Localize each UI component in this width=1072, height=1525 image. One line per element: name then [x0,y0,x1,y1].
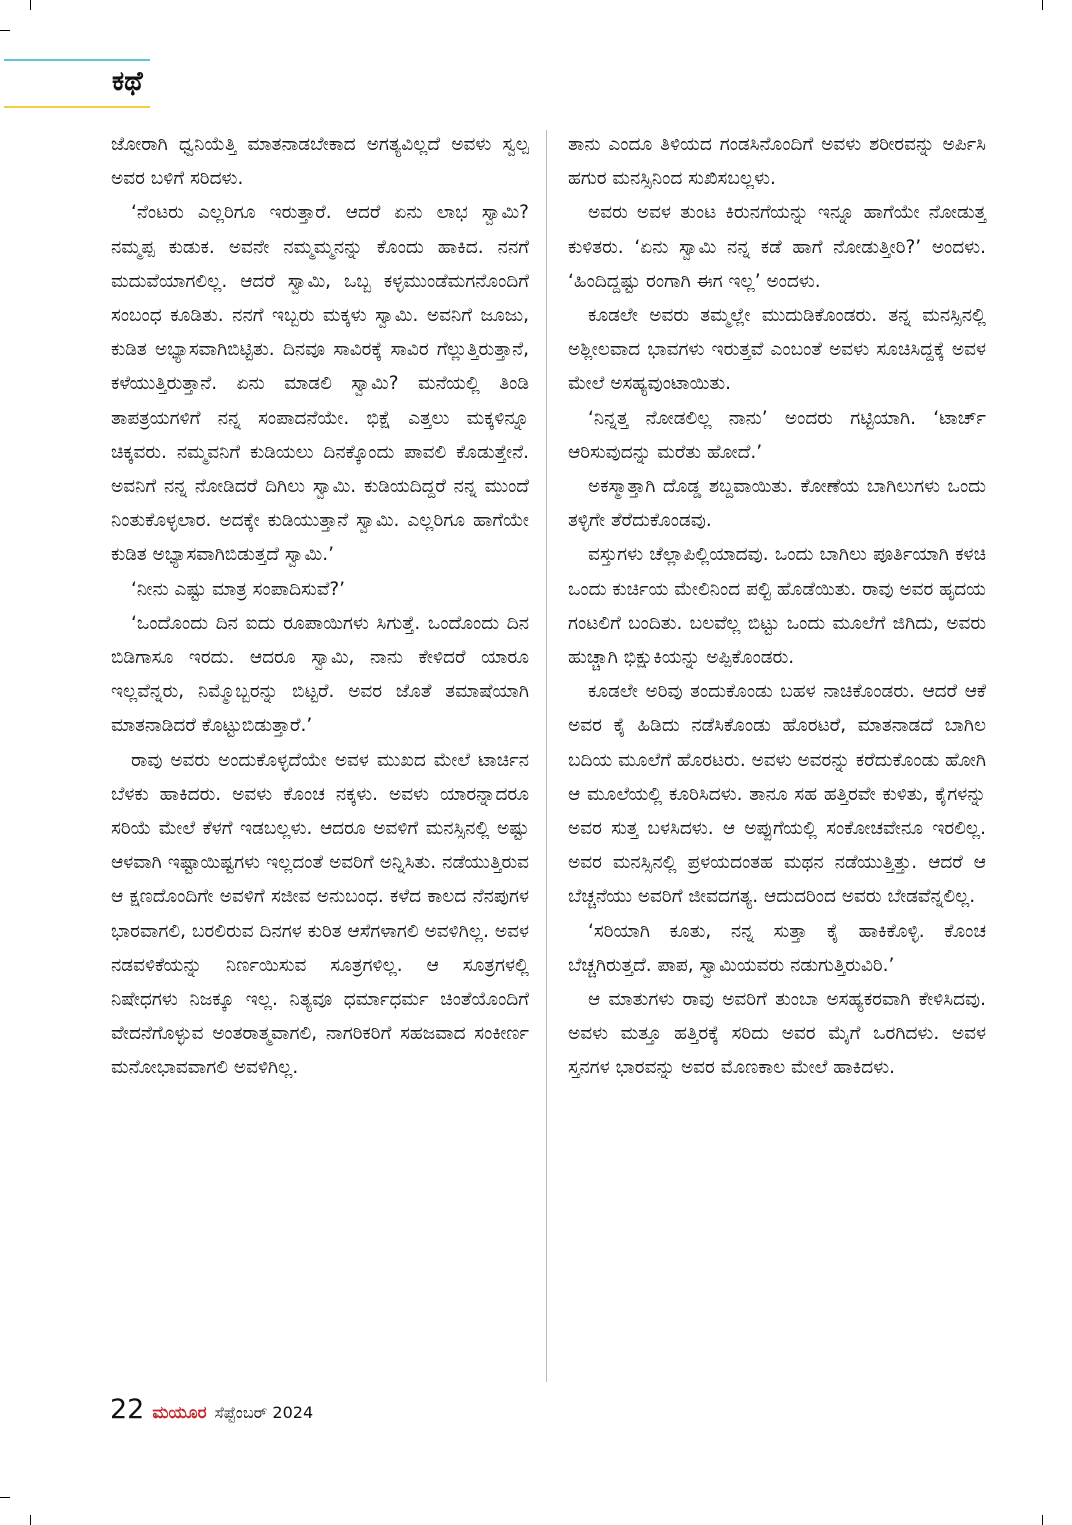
article-column-right [568,128,986,1086]
section-label: ಕಥೆ [112,66,143,97]
page-number: 22 [110,1394,145,1425]
paragraph: ‘ನಿನ್ನತ್ತ ನೋಡಲಿಲ್ಲ ನಾನು’ ಅಂದರು ಗಟ್ಟಿಯಾಗಿ. ‘ಟಾರ್ಚ್ ಆರಿಸುವುದನ್ನು ಮರೆತು ಹೋದೆ.’ [568,407,986,463]
paragraph: ಅವರು ಅವಳ ತುಂಟ ಕಿರುನಗೆಯನ್ನು ಇನ್ನೂ ಹಾಗೆಯೇ ನೋಡುತ್ತ ಕುಳಿತರು. ‘ಏನು ಸ್ವಾಮಿ ನನ್ನ ಕಡೆ ಹಾಗೆ ನೋಡುತ್ತೀರಿ?’ ಅಂದಳು. ‘ಹಿಂದಿದ್ದಷ್ಟು ರಂಗಾಗಿ ಈಗ ಇಲ್ಲ’ ಅಂದಳು. [568,202,986,292]
paragraph: ಆ ಮಾತುಗಳು ರಾವು ಅವರಿಗೆ ತುಂಬಾ ಅಸಹ್ಯಕರವಾಗಿ ಕೇಳಿಸಿದವು. ಅವಳು ಮತ್ತೂ ಹತ್ತಿರಕ್ಕೆ ಸರಿದು ಅವರ ಮೈಗೆ ಒರಗಿದಳು. ಅವಳ ಸ್ತನಗಳ ಭಾರವನ್ನು ಅವರ ಮೊಣಕಾಲ ಮೇಲೆ ಹಾಕಿದಳು. [568,989,986,1079]
paragraph: ಅಕಸ್ಮಾತ್ತಾಗಿ ದೊಡ್ಡ ಶಬ್ದವಾಯಿತು. ಕೋಣೆಯ ಬಾಗಿಲುಗಳು ಒಂದು ತಳ್ಳಿಗೇ ತೆರೆದುಕೊಂಡವು. [568,476,986,532]
column-divider [546,130,547,1382]
page-footer [110,1394,313,1428]
paragraph: ತಾನು ಎಂದೂ ತಿಳಿಯದ ಗಂಡಸಿನೊಂದಿಗೆ ಅವಳು ಶರೀರವನ್ನು ಅರ್ಪಿಸಿ ಹಗುರ ಮನಸ್ಸಿನಿಂದ ಸುಖಿಸಬಲ್ಲಳು. [568,134,986,190]
crop-mark [0,30,10,31]
issue-date: ಸೆಪ್ಟೆಂಬರ್ 2024 [214,1403,314,1422]
paragraph: ಕೂಡಲೇ ಅರಿವು ತಂದುಕೊಂಡು ಬಹಳ ನಾಚಿಕೊಂಡರು. ಆದರೆ ಆಕೆ ಅವರ ಕೈ ಹಿಡಿದು ನಡೆಸಿಕೊಂಡು ಹೊರಟರೆ, ಮಾತನಾಡದೆ ಬಾಗಿಲ ಬದಿಯ ಮೂಲೆಗೆ ಹೊರಟರು. ಅವಳು ಅವರನ್ನು ಕರೆದುಕೊಂಡು ಹೋಗಿ ಆ ಮೂಲೆಯಲ್ಲಿ ಕೂರಿಸಿದಳು. ತಾನೂ ಸಹ ಹತ್ತಿರವೇ ಕುಳಿತು, ಕೈಗಳನ್ನು ಅವರ ಸುತ್ತ ಬಳಸಿದಳು. ಆ ಅಪ್ಪುಗೆಯಲ್ಲಿ ಸಂಕೋಚವೇನೂ ಇರಲಿಲ್ಲ. ಅವರ ಮನಸ್ಸಿನಲ್ಲಿ ಪ್ರಳಯದಂತಹ ಮಥನ ನಡೆಯುತ್ತಿತ್ತು. ಆದರೆ ಆ ಬೆಚ್ಚನೆಯು ಅವರಿಗೆ ಜೀವದಗತ್ಯ. ಆದುದರಿಂದ ಅವರು ಬೇಡವೆನ್ನಲಿಲ್ಲ. [568,681,986,908]
paragraph: ರಾವು ಅವರು ಅಂದುಕೊಳ್ಳದೆಯೇ ಅವಳ ಮುಖದ ಮೇಲೆ ಟಾರ್ಚಿನ ಬೆಳಕು ಹಾಕಿದರು. ಅವಳು ಕೊಂಚ ನಕ್ಕಳು. ಅವಳು ಯಾರನ್ನಾದರೂ ಸರಿಯೆ ಮೇಲೆ ಕೆಳಗೆ ಇಡಬಲ್ಲಳು. ಆದರೂ ಅವಳಿಗೆ ಮನಸ್ಸಿನಲ್ಲಿ ಅಷ್ಟು ಆಳವಾಗಿ ಇಷ್ಟಾಯಿಷ್ಟಗಳು ಇಲ್ಲದಂತೆ ಅವರಿಗೆ ಅನ್ನಿಸಿತು. ನಡೆಯುತ್ತಿರುವ ಆ ಕ್ಷಣದೊಂದಿಗೇ ಅವಳಿಗೆ ಸಜೀವ ಅನುಬಂಧ. ಕಳೆದ ಕಾಲದ ನೆನಪುಗಳ ಭಾರವಾಗಲಿ, ಬರಲಿರುವ ದಿನಗಳ ಕುರಿತ ಆಸೆಗಳಾಗಲಿ ಅವಳಿಗಿಲ್ಲ. ಅವಳ ನಡವಳಿಕೆಯನ್ನು ನಿರ್ಣಯಿಸುವ ಸೂತ್ರಗಳಿಲ್ಲ. ಆ ಸೂತ್ರಗಳಲ್ಲಿ ನಿಷೇಧಗಳು ನಿಜಕ್ಕೂ ಇಲ್ಲ. ನಿತ್ಯವೂ ಧರ್ಮಾಧರ್ಮ ಚಿಂತೆಯೊಂದಿಗೆ ವೇದನೆಗೊಳ್ಳುವ ಅಂತರಾತ್ಮವಾಗಲಿ, ನಾಗರಿಕರಿಗೆ ಸಹಜವಾದ ಸಂಕೀರ್ಣ ಮನೋಭಾವವಾಗಲಿ ಅವಳಿಗಿಲ್ಲ. [111,749,529,1079]
article-column-left [111,128,529,1086]
paragraph: ‘ಒಂದೊಂದು ದಿನ ಐದು ರೂಪಾಯಿಗಳು ಸಿಗುತ್ತೆ. ಒಂದೊಂದು ದಿನ ಬಿಡಿಗಾಸೂ ಇರದು. ಆದರೂ ಸ್ವಾಮಿ, ನಾನು ಕೇಳಿದರೆ ಯಾರೂ ಇಲ್ಲವೆನ್ನರು, ನಿಮ್ಮೊಬ್ಬರನ್ನು ಬಿಟ್ಟರೆ. ಅವರ ಜೊತೆ ತಮಾಷೆಯಾಗಿ ಮಾತನಾಡಿದರೆ ಕೊಟ್ಟುಬಿಡುತ್ತಾರೆ.’ [111,612,529,737]
crop-mark [1042,1515,1043,1525]
paragraph: ಜೋರಾಗಿ ಧ್ವನಿಯೆತ್ತಿ ಮಾತನಾಡಬೇಕಾದ ಅಗತ್ಯವಿಲ್ಲದೆ ಅವಳು ಸ್ವಲ್ಪ ಅವರ ಬಳಿಗೆ ಸರಿದಳು. [111,134,529,190]
paragraph: ‘ನೀನು ಎಷ್ಟು ಮಾತ್ರ ಸಂಪಾದಿಸುವೆ?’ [131,578,346,600]
magazine-logo: ಮಯೂರ [152,1403,207,1423]
paragraph: ‘ಸರಿಯಾಗಿ ಕೂತು, ನನ್ನ ಸುತ್ತಾ ಕೈ ಹಾಕಿಕೊಳ್ಳಿ. ಕೊಂಚ ಬೆಚ್ಚಗಿರುತ್ತದೆ. ಪಾಪ, ಸ್ವಾಮಿಯವರು ನಡುಗುತ್ತಿರುವಿರಿ.’ [568,920,986,976]
section-rule-bottom [4,106,150,108]
paragraph: ಕೂಡಲೇ ಅವರು ತಮ್ಮಲ್ಲೇ ಮುದುಡಿಕೊಂಡರು. ತನ್ನ ಮನಸ್ಸಿನಲ್ಲಿ ಅಶ್ಲೀಲವಾದ ಭಾವಗಳು ಇರುತ್ತವೆ ಎಂಬಂತೆ ಅವಳು ಸೂಚಿಸಿದ್ದಕ್ಕೆ ಅವಳ ಮೇಲೆ ಅಸಹ್ಯವುಂಟಾಯಿತು. [568,305,986,395]
crop-mark [30,0,31,10]
section-rule-top [4,59,150,61]
paragraph: ‘ನೆಂಟರು ಎಲ್ಲರಿಗೂ ಇರುತ್ತಾರೆ. ಆದರೆ ಏನು ಲಾಭ ಸ್ವಾಮಿ? ನಮ್ಮಪ್ಪ ಕುಡುಕ. ಅವನೇ ನಮ್ಮಮ್ಮನನ್ನು ಕೊಂದು ಹಾಕಿದ. ನನಗೆ ಮದುವೆಯಾಗಲಿಲ್ಲ. ಆದರೆ ಸ್ವಾಮಿ, ಒಬ್ಬ ಕಳ್ಳಮುಂಡೆಮಗನೊಂದಿಗೆ ಸಂಬಂಧ ಕೂಡಿತು. ನನಗೆ ಇಬ್ಬರು ಮಕ್ಕಳು ಸ್ವಾಮಿ. ಅವನಿಗೆ ಜೂಜು, ಕುಡಿತ ಅಭ್ಯಾಸವಾಗಿಬಿಟ್ಟಿತು. ದಿನವೂ ಸಾವಿರಕ್ಕೆ ಸಾವಿರ ಗೆಲ್ಲುತ್ತಿರುತ್ತಾನೆ, ಕಳೆಯುತ್ತಿರುತ್ತಾನೆ. ಏನು ಮಾಡಲಿ ಸ್ವಾಮಿ? ಮನೆಯಲ್ಲಿ ತಿಂಡಿ ತಾಪತ್ರಯಗಳಿಗೆ ನನ್ನ ಸಂಪಾದನೆಯೇ. ಭಿಕ್ಷೆ ಎತ್ತಲು ಮಕ್ಕಳಿನ್ನೂ ಚಿಕ್ಕವರು. ನಮ್ಮವನಿಗೆ ಕುಡಿಯಲು ದಿನಕ್ಕೊಂದು ಪಾವಲಿ ಕೊಡುತ್ತೇನೆ. ಅವನಿಗೆ ನನ್ನ ನೋಡಿದರೆ ದಿಗಿಲು ಸ್ವಾಮಿ. ಕುಡಿಯದಿದ್ದರೆ ನನ್ನ ಮುಂದೆ ನಿಂತುಕೊಳ್ಳಲಾರ. ಅದಕ್ಕೇ ಕುಡಿಯುತ್ತಾನೆ ಸ್ವಾಮಿ. ಎಲ್ಲರಿಗೂ ಹಾಗೆಯೇ ಕುಡಿತ ಅಭ್ಯಾಸವಾಗಿಬಿಡುತ್ತದೆ ಸ್ವಾಮಿ.’ [111,202,529,566]
crop-mark [0,1497,10,1498]
crop-mark [30,1515,31,1525]
paragraph: ವಸ್ತುಗಳು ಚೆಲ್ಲಾಪಿಲ್ಲಿಯಾದವು. ಒಂದು ಬಾಗಿಲು ಪೂರ್ತಿಯಾಗಿ ಕಳಚಿ ಒಂದು ಕುರ್ಚಿಯ ಮೇಲಿನಿಂದ ಪಲ್ಟಿ ಹೊಡೆಯಿತು. ರಾವು ಅವರ ಹೃದಯ ಗಂಟಲಿಗೆ ಬಂದಿತು. ಬಲವೆಲ್ಲ ಬಿಟ್ಟು ಒಂದು ಮೂಲೆಗೆ ಜಿಗಿದು, ಅವರು ಹುಚ್ಚಾಗಿ ಭಿಕ್ಷುಕಿಯನ್ನು ಅಪ್ಪಿಕೊಂಡರು. [568,544,986,669]
crop-mark [1042,0,1043,10]
